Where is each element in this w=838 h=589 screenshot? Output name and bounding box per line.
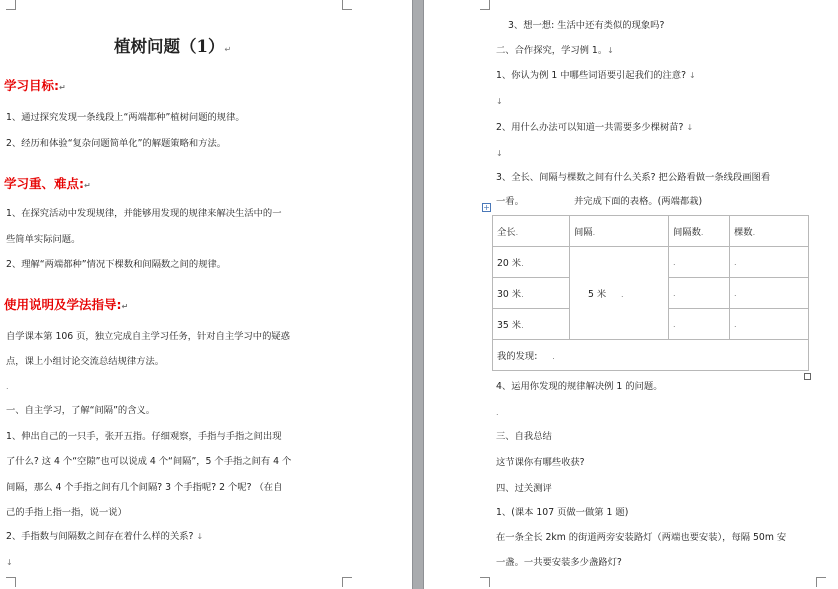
self-study-line-4: 己的手指上指一指，说一说） bbox=[6, 507, 127, 518]
crop-mark bbox=[6, 577, 16, 587]
think-line: 3、想一想: 生活中还有类似的现象吗? bbox=[508, 20, 665, 31]
assessment-item: 1、(课本 107 页做一做第 1 题) bbox=[496, 507, 629, 518]
left-page bbox=[0, 0, 412, 589]
summary-heading: 三、自我总结 bbox=[496, 431, 552, 442]
summary-question: 这节课你有哪些收获? bbox=[496, 457, 585, 468]
self-study-line-1: 1、伸出自己的一只手，张开五指。仔细观察，手指与手指之间出现 bbox=[6, 431, 282, 442]
empty-paragraph: . bbox=[496, 408, 499, 417]
question-4: 4、运用你发现的规律解决例 1 的问题。 bbox=[496, 381, 663, 392]
table-cell[interactable]: . bbox=[669, 247, 730, 278]
self-study-line-3: 间隔，那么 4 个手指之间有几个间隔? 3 个手指呢? 2 个呢? （在自 bbox=[6, 482, 283, 493]
table-cell[interactable]: . bbox=[730, 309, 809, 340]
usage-line-1: 自学课本第 106 页，独立完成自主学习任务，针对自主学习中的疑惑 bbox=[6, 331, 290, 342]
usage-line-2: 点，课上小组讨论交流总结规律方法。 bbox=[6, 356, 165, 367]
assessment-question: 在一条全长 2km 的街道两旁安装路灯（两端也要安装），每隔 50m 安 bbox=[496, 532, 787, 543]
keypoint-line-2: 些简单实际问题。 bbox=[6, 234, 81, 245]
table-cell[interactable]: . bbox=[669, 309, 730, 340]
table-header: 间隔. bbox=[570, 216, 669, 247]
self-study-line-2: 了什么? 这 4 个“空隙”也可以说成 4 个“间隔”，5 个手指之间有 4 个 bbox=[6, 456, 292, 467]
table-cell[interactable]: . bbox=[730, 247, 809, 278]
table-cell[interactable]: 35 米. bbox=[493, 309, 570, 340]
goals-heading: 学习目标:↵ bbox=[4, 78, 66, 93]
goal-line-2: 2、经历和体验“复杂问题简单化”的解题策略和方法。 bbox=[6, 138, 227, 149]
question-3: 3、全长、间隔与棵数之间有什么关系? 把公路看做一条线段画图看 bbox=[496, 172, 771, 183]
crop-mark bbox=[816, 577, 826, 587]
paragraph-mark: ↓ bbox=[496, 97, 503, 106]
crop-mark bbox=[342, 577, 352, 587]
table-cell[interactable]: 20 米. bbox=[493, 247, 570, 278]
data-table bbox=[492, 215, 809, 371]
table-header: 间隔数. bbox=[669, 216, 730, 247]
cooperate-heading: 二、合作探究，学习例 1。↓ bbox=[496, 45, 614, 56]
assessment-heading: 四、过关测评 bbox=[496, 483, 552, 494]
usage-heading: 使用说明及学法指导:↵ bbox=[4, 297, 129, 312]
question-2: 2、用什么办法可以知道一共需要多少棵树苗? ↓ bbox=[496, 122, 694, 133]
table-cell[interactable]: 5 米 . bbox=[570, 247, 669, 340]
empty-paragraph: . bbox=[6, 382, 9, 391]
table-cell[interactable]: . bbox=[669, 278, 730, 309]
self-study-heading: 一、自主学习，了解“间隔”的含义。 bbox=[6, 405, 156, 416]
table-resize-handle[interactable] bbox=[804, 373, 811, 380]
table-header: 棵数. bbox=[730, 216, 809, 247]
right-page bbox=[424, 0, 838, 589]
table-header: 全长. bbox=[493, 216, 570, 247]
goal-line-1: 1、通过探究发现一条线段上“两端都种”植树问题的规律。 bbox=[6, 112, 245, 123]
page-gutter bbox=[412, 0, 424, 589]
crop-mark bbox=[480, 0, 490, 10]
table-move-handle[interactable]: + bbox=[483, 203, 490, 212]
assessment-question-cont: 一盏。一共要安装多少盏路灯? bbox=[496, 557, 622, 568]
table-instruction: 并完成下面的表格。(两端都栽) bbox=[574, 196, 703, 207]
crop-mark bbox=[480, 577, 490, 587]
keypoint-line-3: 2、理解“两端都种”情况下棵数和间隔数之间的规律。 bbox=[6, 259, 227, 270]
question-1: 1、你认为例 1 中哪些词语要引起我们的注意? ↓ bbox=[496, 70, 696, 81]
paragraph-mark: ↓ bbox=[6, 558, 13, 567]
crop-mark bbox=[6, 0, 16, 10]
table-cell[interactable]: 30 米. bbox=[493, 278, 570, 309]
table-cell[interactable]: . bbox=[730, 278, 809, 309]
doc-title: 植树问题（1）↵ bbox=[114, 37, 232, 56]
paragraph-mark: ↓ bbox=[496, 149, 503, 158]
question-3-cont: 一看。 bbox=[496, 196, 524, 207]
keypoints-heading: 学习重、难点:↵ bbox=[4, 176, 91, 191]
crop-mark bbox=[342, 0, 352, 10]
self-study-line-5: 2、手指数与间隔数之间存在着什么样的关系? ↓ bbox=[6, 531, 204, 542]
keypoint-line-1: 1、在探究活动中发现规律，并能够用发现的规律来解决生活中的一 bbox=[6, 208, 282, 219]
finding-cell[interactable]: 我的发现: . bbox=[493, 340, 809, 371]
